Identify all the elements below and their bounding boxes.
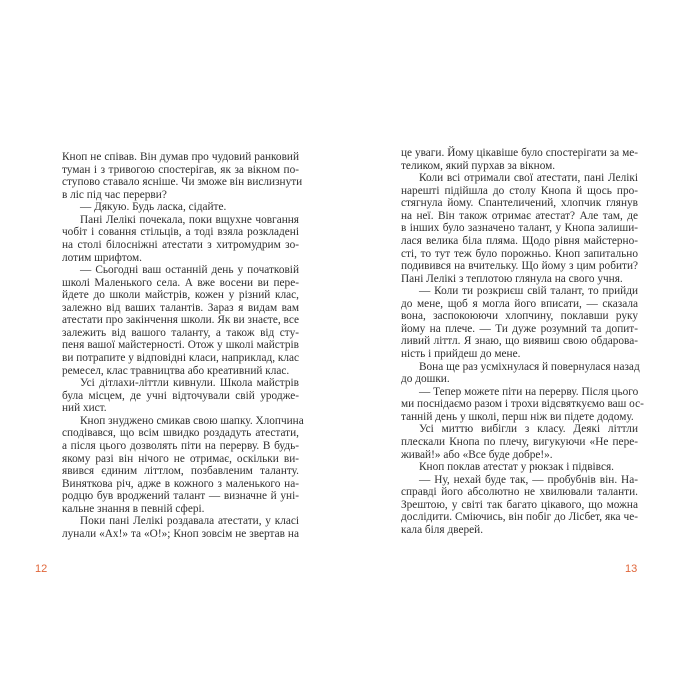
text-line: якому разі він нічого не отримає, оскільки ви- [62,452,299,465]
text-line: школі Маленького села. А вже восени ви пере- [62,276,299,289]
text-line: плескали Кнопа по плечу, вигукуючи «Не пере- [401,435,638,448]
text-line: в ліс під час перерви? [62,188,167,201]
text-line: Коли всі отримали свої атестати, пані Лелікі [419,172,638,185]
text-line: йдете до школи майстрів, кожен у різний клас, [62,289,299,302]
text-line: Поки пані Лелікі роздавала атестати, у класі [80,515,299,528]
text-line: Кноп не співав. Він думав про чудовий ранковий [62,151,299,163]
text-line: — Ну, нехай буде так, — пробубнів він. На- [419,473,638,486]
text-line: Пані Лелікі почекала, поки вщухне човгання [80,213,299,226]
text-line: залежить від вашого таланту, а також від сту- [62,326,299,339]
text-line: — Дякую. Будь ласка, сідайте. [80,201,227,214]
text-line: родцю був вроджений талант — визначне й уні- [62,490,299,503]
text-line: атестати про закінчення школи. Як ви знаєте, все [62,314,299,327]
text-line: теликом, який пурхав за вікном. [401,159,556,172]
text-line: сті, то тут теж було порожньо. Кноп запитально [401,247,638,260]
text-line: явився єдиним літтлом, позбавленим таланту. [62,465,299,478]
text-line: йому на плече. — Ти дуже розумний та допит- [401,322,638,335]
text-line: Вона ще раз усміхнулася й повернулася назад [419,360,640,373]
page-number-right: 13 [625,563,638,575]
text-line: Кноп поклав атестат у рюкзак і підвівся. [419,461,614,474]
text-line: нарешті підійшла до столу Кнопа й щось про- [401,184,638,197]
text-line: на неї. Він також отримає атестат? Але там, де [401,209,638,222]
text-line: ний хист. [62,402,107,415]
text-line: Кноп знуджено смикав свою шапку. Хлопчина [80,414,304,427]
text-line: лунали «Ах!» та «О!»; Кноп зовсім не звертав на [62,527,299,540]
right-page-text [401,147,644,536]
text-line: чобіт і совання стільців, а тоді взяла розкладені [62,226,299,239]
text-line: до мене, щоб я могла його вписати, — сказала [401,297,638,310]
text-line: дослідити. Сміючись, він побіг до Лісбет, яка че- [401,511,638,524]
text-line: кала біля дверей. [401,523,484,536]
text-line: Виняткова річ, адже в кожного з маленького на- [62,477,299,490]
left-page-text [62,151,304,540]
page-number-left: 12 [35,563,48,575]
text-line: вона, заспокоюючи хлопчину, поклавши руку [401,310,638,323]
text-line: пеня вашої майстерності. Отож у школі майстрів [62,339,299,352]
text-line: це уваги. Йому цікавіше було спостерігати за ме- [401,147,638,159]
text-line: ність і прийдеш до мене. [401,348,521,360]
text-line: Усі миттю вибігли з класу. Деякі літтли [419,423,638,436]
text-line: Пані Лелікі з теплотою глянула на свого учня. [401,272,623,285]
text-line: лотим шрифтом. [62,251,142,264]
text-line: кальне знання в певній сфері. [62,502,205,515]
text-line: була місцем, де учні відточували свій уродже- [62,389,299,402]
text-line: — Тепер можете піти на перерву. Після цього [419,385,639,398]
text-line: — Коли ти розкриєш свій талант, то прийди [419,285,638,298]
text-line: лася велика біла пляма. Щодо рівня майстерно- [401,234,638,247]
text-line: до дошки. [401,373,450,386]
text-line: подивився на вчительку. Що йому з цим робити? [401,260,638,273]
text-line: туман і з тривогою спостерігав, як за вікном по- [62,163,299,176]
text-line: в інших було зазначено талант, у Кнопа залиши- [401,222,638,235]
text-line: танній день у школі, перш ніж ви підете додому. [401,410,634,423]
text-line: ви потрапите у відповідні класи, наприклад, клас [62,352,300,364]
text-line: а після цього дозволять піти на перерву. В будь- [62,439,299,452]
text-line: Зрештою, у світі так багато цікавого, що можна [401,498,638,511]
text-line: ливий літтл. Я знаю, що виявиш свою обдарова- [401,335,638,348]
text-line: справді його абсолютно не хвилювали таланти. [401,486,638,499]
text-line: ми поснідаємо разом і трохи відсвяткуємо ваш ос- [401,398,644,411]
text-line: на столі білосніжні атестати з хитромудрим зо- [62,238,299,251]
text-line: ремесел, клас травництва або креативний клас. [62,364,290,377]
text-line: ступово ставало ясніше. Чи зможе він вислизнути [62,176,303,189]
text-line: стягнула йому. Спантеличений, хлопчик глянув [401,197,638,210]
text-line: — Сьогодні ваш останній день у початковій [80,264,299,277]
text-line: сподівався, що всім швидко роздадуть атестати, [62,427,299,440]
text-line: Усі дітлахи-літтли кивнули. Школа майстрів [80,377,299,390]
text-line: залежно від ваших талантів. Зараз я видам вам [62,301,299,314]
text-line: живай!» або «Все буде добре!». [401,448,553,461]
